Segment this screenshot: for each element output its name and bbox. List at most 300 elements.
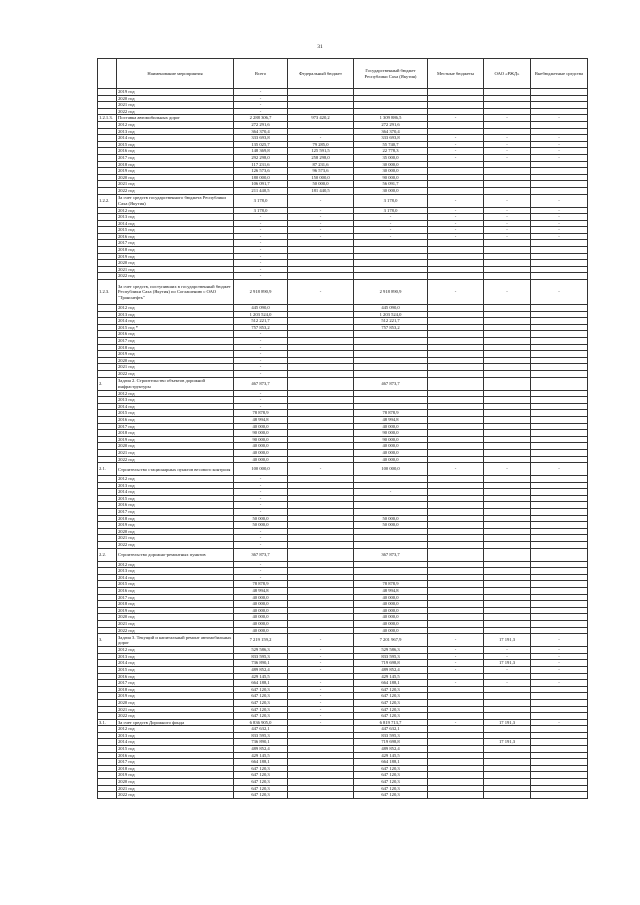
- cell-extrabudgetary: [531, 601, 588, 608]
- cell-total: 90 000,0: [234, 436, 288, 443]
- cell-total: 447 632,1: [234, 726, 288, 733]
- table-row: [98, 233, 588, 240]
- cell-rzd: [484, 548, 531, 561]
- cell-local: [428, 772, 484, 779]
- cell-federal: -: [288, 194, 354, 207]
- table-row: [98, 699, 588, 706]
- cell-federal: [288, 785, 354, 792]
- cell-local: [428, 542, 484, 549]
- table-row: [98, 680, 588, 687]
- cell-state: 647 120,3: [354, 693, 428, 700]
- table-row: [98, 765, 588, 772]
- cell-total: -: [234, 351, 288, 358]
- cell-state: 367 873,7: [354, 548, 428, 561]
- cell-extrabudgetary: [531, 699, 588, 706]
- table-row: [98, 746, 588, 753]
- cell-state: 40 000,0: [354, 594, 428, 601]
- cell-extrabudgetary: [531, 627, 588, 634]
- cell-extrabudgetary: -: [531, 463, 588, 476]
- cell-rzd: [484, 726, 531, 733]
- cell-federal: [288, 403, 354, 410]
- cell-extrabudgetary: [531, 574, 588, 581]
- cell-total: 40 000,0: [234, 423, 288, 430]
- cell-local: [428, 706, 484, 713]
- cell-federal: [288, 266, 354, 273]
- table-row: [98, 614, 588, 621]
- cell-federal: [288, 509, 354, 516]
- cell-number: [98, 181, 117, 188]
- cell-local: [428, 370, 484, 377]
- cell-number: [98, 594, 117, 601]
- cell-state: [354, 390, 428, 397]
- cell-state: [354, 102, 428, 109]
- cell-local: [428, 779, 484, 786]
- cell-state: 719 698,8: [354, 660, 428, 667]
- table-row: [98, 273, 588, 280]
- cell-federal: -: [288, 680, 354, 687]
- cell-extrabudgetary: [531, 423, 588, 430]
- cell-federal: -: [288, 653, 354, 660]
- cell-measure-name: 2018 год: [117, 601, 234, 608]
- cell-number: [98, 693, 117, 700]
- cell-rzd: [484, 364, 531, 371]
- cell-measure-name: 2021 год: [117, 620, 234, 627]
- table-row: [98, 456, 588, 463]
- col-header-measure-name: Наименование мероприятия: [117, 59, 234, 89]
- cell-rzd: [484, 305, 531, 312]
- cell-state: [354, 253, 428, 260]
- cell-total: 48 994,8: [234, 588, 288, 595]
- cell-local: [428, 515, 484, 522]
- table-row: [98, 377, 588, 390]
- cell-state: 3 178,0: [354, 194, 428, 207]
- cell-total: 647 120,3: [234, 765, 288, 772]
- table-row: [98, 168, 588, 175]
- cell-measure-name: 2017 год: [117, 509, 234, 516]
- cell-federal: -: [288, 135, 354, 142]
- cell-state: [354, 509, 428, 516]
- cell-state: 272 291,6: [354, 121, 428, 128]
- cell-federal: 79 285,0: [288, 141, 354, 148]
- cell-total: 135 025,7: [234, 141, 288, 148]
- cell-number: [98, 121, 117, 128]
- cell-rzd: [484, 89, 531, 96]
- cell-number: [98, 253, 117, 260]
- cell-rzd: [484, 588, 531, 595]
- cell-rzd: [484, 410, 531, 417]
- cell-number: [98, 351, 117, 358]
- cell-local: [428, 522, 484, 529]
- cell-federal: 125 591,5: [288, 148, 354, 155]
- cell-federal: [288, 607, 354, 614]
- cell-state: 90 000,0: [354, 174, 428, 181]
- cell-total: 40 000,0: [234, 620, 288, 627]
- cell-total: -: [234, 397, 288, 404]
- cell-number: [98, 627, 117, 634]
- cell-extrabudgetary: -: [531, 148, 588, 155]
- cell-measure-name: 2017 год: [117, 338, 234, 345]
- cell-number: [98, 456, 117, 463]
- cell-measure-name: 2014 год: [117, 403, 234, 410]
- table-row: [98, 141, 588, 148]
- cell-state: 40 000,0: [354, 614, 428, 621]
- cell-state: -: [354, 489, 428, 496]
- cell-state: [354, 344, 428, 351]
- table-row: [98, 785, 588, 792]
- cell-local: [428, 614, 484, 621]
- cell-state: 364 370,4: [354, 128, 428, 135]
- cell-measure-name: 2017 год: [117, 594, 234, 601]
- cell-local: [428, 324, 484, 331]
- cell-federal: 87 231,6: [288, 161, 354, 168]
- table-row: [98, 135, 588, 142]
- cell-federal: [288, 568, 354, 575]
- cell-state: [354, 89, 428, 96]
- cell-extrabudgetary: -: [531, 653, 588, 660]
- cell-state: [354, 397, 428, 404]
- table-row: [98, 509, 588, 516]
- cell-number: [98, 220, 117, 227]
- cell-federal: [288, 528, 354, 535]
- cell-total: 736 890,1: [234, 660, 288, 667]
- cell-state: -: [354, 227, 428, 234]
- cell-total: 3 178,0: [234, 194, 288, 207]
- cell-total: 50 000,0: [234, 522, 288, 529]
- cell-extrabudgetary: [531, 240, 588, 247]
- cell-local: [428, 482, 484, 489]
- cell-federal: [288, 620, 354, 627]
- cell-total: -: [234, 403, 288, 410]
- cell-measure-name: 2015 год: [117, 141, 234, 148]
- cell-measure-name: 2014 год: [117, 318, 234, 325]
- cell-state: [354, 495, 428, 502]
- cell-extrabudgetary: -: [531, 214, 588, 221]
- cell-number: [98, 247, 117, 254]
- cell-extrabudgetary: [531, 568, 588, 575]
- cell-number: [98, 666, 117, 673]
- cell-number: [98, 607, 117, 614]
- cell-extrabudgetary: [531, 535, 588, 542]
- cell-state: 35 000,0: [354, 154, 428, 161]
- cell-total: 50 000,0: [234, 515, 288, 522]
- cell-rzd: [484, 449, 531, 456]
- cell-rzd: [484, 574, 531, 581]
- cell-rzd: -: [484, 148, 531, 155]
- table-row: [98, 311, 588, 318]
- cell-number: [98, 423, 117, 430]
- cell-total: -: [234, 528, 288, 535]
- cell-rzd: [484, 765, 531, 772]
- cell-measure-name: 2021 год: [117, 449, 234, 456]
- cell-extrabudgetary: [531, 128, 588, 135]
- cell-extrabudgetary: [531, 397, 588, 404]
- table-row: [98, 227, 588, 234]
- table-row: [98, 430, 588, 437]
- cell-federal: [288, 305, 354, 312]
- cell-measure-name: 2014 год: [117, 739, 234, 746]
- cell-state: [354, 273, 428, 280]
- cell-extrabudgetary: [531, 594, 588, 601]
- cell-local: -: [428, 220, 484, 227]
- cell-total: 48 994,8: [234, 416, 288, 423]
- cell-federal: [288, 792, 354, 799]
- table-row: [98, 154, 588, 161]
- table-row: [98, 108, 588, 115]
- cell-state: 757 853,2: [354, 324, 428, 331]
- cell-measure-name: 2015 год: [117, 227, 234, 234]
- cell-total: 647 120,3: [234, 686, 288, 693]
- cell-extrabudgetary: -: [531, 207, 588, 214]
- cell-local: [428, 161, 484, 168]
- cell-measure-name: 2021 год: [117, 785, 234, 792]
- cell-measure-name: 2017 год: [117, 154, 234, 161]
- cell-local: [428, 364, 484, 371]
- cell-extrabudgetary: [531, 706, 588, 713]
- cell-extrabudgetary: [531, 502, 588, 509]
- cell-state: 48 994,8: [354, 588, 428, 595]
- table-row: [98, 759, 588, 766]
- cell-state: 30 000,0: [354, 187, 428, 194]
- cell-local: [428, 627, 484, 634]
- cell-federal: 181 440,5: [288, 187, 354, 194]
- cell-extrabudgetary: [531, 364, 588, 371]
- cell-measure-name: 2022 год: [117, 456, 234, 463]
- cell-extrabudgetary: -: [531, 135, 588, 142]
- table-row: [98, 489, 588, 496]
- cell-total: -: [234, 102, 288, 109]
- cell-extrabudgetary: [531, 792, 588, 799]
- cell-rzd: -: [484, 135, 531, 142]
- cell-local: -: [428, 207, 484, 214]
- cell-total: 211 440,5: [234, 187, 288, 194]
- table-row: [98, 653, 588, 660]
- cell-federal: [288, 746, 354, 753]
- cell-total: -: [234, 535, 288, 542]
- table-row: [98, 436, 588, 443]
- cell-total: -: [234, 502, 288, 509]
- cell-state: 2 918 890,9: [354, 280, 428, 305]
- cell-total: 1 203 524,0: [234, 311, 288, 318]
- cell-rzd: [484, 344, 531, 351]
- cell-rzd: [484, 128, 531, 135]
- cell-rzd: -: [484, 115, 531, 122]
- cell-number: [98, 528, 117, 535]
- cell-state: 445 090,0: [354, 305, 428, 312]
- cell-total: 40 000,0: [234, 601, 288, 608]
- cell-rzd: -: [484, 194, 531, 207]
- cell-state: 512 221,7: [354, 318, 428, 325]
- cell-state: 719 698,8: [354, 739, 428, 746]
- cell-local: -: [428, 141, 484, 148]
- cell-federal: [288, 240, 354, 247]
- cell-federal: [288, 410, 354, 417]
- cell-total: 40 000,0: [234, 456, 288, 463]
- cell-number: [98, 430, 117, 437]
- cell-measure-name: 2020 год: [117, 699, 234, 706]
- cell-local: -: [428, 280, 484, 305]
- cell-rzd: -: [484, 233, 531, 240]
- cell-number: 1.2.2.: [98, 194, 117, 207]
- cell-number: [98, 331, 117, 338]
- cell-rzd: [484, 752, 531, 759]
- cell-total: 429 145,5: [234, 752, 288, 759]
- table-row: [98, 693, 588, 700]
- cell-measure-name: 2022 год: [117, 713, 234, 720]
- cell-state: 78 878,9: [354, 581, 428, 588]
- cell-federal: [288, 759, 354, 766]
- cell-measure-name: Задача 2. Строительство объектов дорожной инфраструктуры: [117, 377, 234, 390]
- cell-number: [98, 344, 117, 351]
- cell-state: [354, 535, 428, 542]
- cell-number: [98, 581, 117, 588]
- cell-extrabudgetary: [531, 89, 588, 96]
- cell-rzd: [484, 247, 531, 254]
- cell-measure-name: 2022 год: [117, 542, 234, 549]
- cell-federal: [288, 357, 354, 364]
- table-row: [98, 214, 588, 221]
- cell-extrabudgetary: [531, 482, 588, 489]
- cell-rzd: [484, 746, 531, 753]
- cell-number: [98, 161, 117, 168]
- cell-measure-name: 2017 год: [117, 423, 234, 430]
- cell-state: 647 120,3: [354, 785, 428, 792]
- cell-rzd: [484, 260, 531, 267]
- cell-measure-name: 2013 год: [117, 482, 234, 489]
- cell-number: [98, 266, 117, 273]
- cell-extrabudgetary: [531, 95, 588, 102]
- cell-rzd: [484, 443, 531, 450]
- cell-measure-name: 2016 год: [117, 673, 234, 680]
- cell-rzd: [484, 522, 531, 529]
- cell-extrabudgetary: -: [531, 680, 588, 687]
- cell-state: 30 000,0: [354, 168, 428, 175]
- cell-extrabudgetary: [531, 181, 588, 188]
- table-row: [98, 660, 588, 667]
- cell-state: 90 000,0: [354, 430, 428, 437]
- table-row: [98, 161, 588, 168]
- cell-local: [428, 410, 484, 417]
- cell-measure-name: 2013 год: [117, 397, 234, 404]
- cell-number: [98, 561, 117, 568]
- cell-federal: [288, 311, 354, 318]
- cell-federal: [288, 594, 354, 601]
- cell-extrabudgetary: -: [531, 115, 588, 122]
- cell-measure-name: За счет средств государственного бюджета Республики Саха (Якутия): [117, 194, 234, 207]
- cell-extrabudgetary: [531, 377, 588, 390]
- cell-rzd: [484, 561, 531, 568]
- cell-state: 529 586,3: [354, 647, 428, 654]
- cell-local: [428, 168, 484, 175]
- cell-total: 2 918 890,9: [234, 280, 288, 305]
- cell-local: [428, 253, 484, 260]
- table-row: [98, 476, 588, 483]
- cell-state: 1 309 886,5: [354, 115, 428, 122]
- cell-rzd: -: [484, 220, 531, 227]
- col-header-rzd: ОАО «РЖД»: [484, 59, 531, 89]
- table-row: [98, 121, 588, 128]
- cell-local: [428, 187, 484, 194]
- cell-total: -: [234, 489, 288, 496]
- cell-rzd: -: [484, 680, 531, 687]
- cell-state: [354, 260, 428, 267]
- cell-federal: [288, 324, 354, 331]
- table-row: [98, 390, 588, 397]
- cell-federal: 258 298,0: [288, 154, 354, 161]
- cell-measure-name: 2016 год: [117, 502, 234, 509]
- cell-local: [428, 128, 484, 135]
- table-row: [98, 535, 588, 542]
- cell-federal: [288, 397, 354, 404]
- cell-extrabudgetary: [531, 779, 588, 786]
- table-row: [98, 364, 588, 371]
- cell-measure-name: 2021 год: [117, 364, 234, 371]
- table-row: [98, 686, 588, 693]
- cell-rzd: -: [484, 227, 531, 234]
- cell-local: [428, 752, 484, 759]
- cell-local: [428, 548, 484, 561]
- cell-rzd: [484, 535, 531, 542]
- table-row: [98, 792, 588, 799]
- cell-total: -: [234, 247, 288, 254]
- cell-rzd: [484, 168, 531, 175]
- cell-measure-name: 2014 год: [117, 660, 234, 667]
- cell-local: [428, 746, 484, 753]
- cell-state: 489 852,4: [354, 666, 428, 673]
- table-row: [98, 351, 588, 358]
- table-row: [98, 601, 588, 608]
- cell-rzd: -: [484, 207, 531, 214]
- cell-federal: [288, 121, 354, 128]
- cell-federal: [288, 370, 354, 377]
- cell-number: 3.1.: [98, 719, 117, 726]
- table-row: [98, 528, 588, 535]
- table-row: [98, 627, 588, 634]
- cell-state: 48 994,8: [354, 416, 428, 423]
- cell-extrabudgetary: [531, 785, 588, 792]
- cell-local: [428, 174, 484, 181]
- cell-measure-name: 2016 год: [117, 588, 234, 595]
- cell-total: 126 573,6: [234, 168, 288, 175]
- table-row: [98, 515, 588, 522]
- cell-number: [98, 792, 117, 799]
- cell-state: -: [354, 220, 428, 227]
- cell-measure-name: 2019 год: [117, 693, 234, 700]
- cell-local: [428, 607, 484, 614]
- table-row: [98, 240, 588, 247]
- cell-measure-name: 2020 год: [117, 528, 234, 535]
- table-row: [98, 752, 588, 759]
- cell-number: [98, 601, 117, 608]
- cell-rzd: [484, 351, 531, 358]
- cell-rzd: 17 191,3: [484, 634, 531, 647]
- table-row: [98, 607, 588, 614]
- cell-state: [354, 331, 428, 338]
- cell-extrabudgetary: [531, 548, 588, 561]
- cell-measure-name: 2013 год: [117, 653, 234, 660]
- table-row: [98, 561, 588, 568]
- cell-extrabudgetary: [531, 403, 588, 410]
- cell-measure-name: 2021 год: [117, 266, 234, 273]
- cell-number: [98, 489, 117, 496]
- cell-measure-name: 2020 год: [117, 614, 234, 621]
- cell-measure-name: 2018 год: [117, 765, 234, 772]
- cell-federal: [288, 765, 354, 772]
- cell-federal: [288, 95, 354, 102]
- cell-federal: [288, 482, 354, 489]
- cell-number: [98, 620, 117, 627]
- cell-local: [428, 673, 484, 680]
- cell-local: [428, 449, 484, 456]
